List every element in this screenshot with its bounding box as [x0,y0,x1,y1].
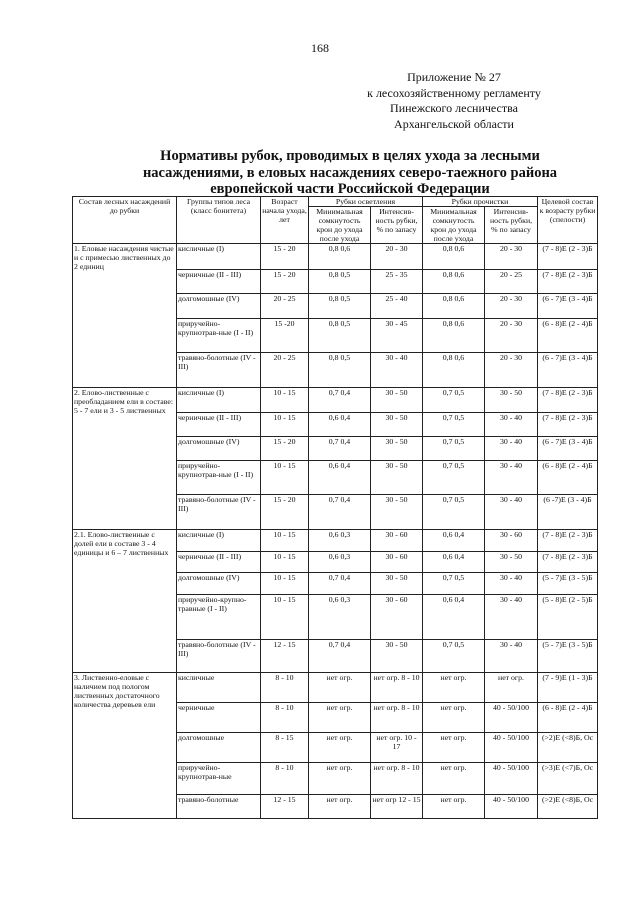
thinning-density-cell: 0,8 0,6 [423,294,485,319]
clearing-density-cell: нет огр. [309,795,371,819]
header-age: Возраст начала ухода, лет [261,197,309,244]
table-header [73,197,598,244]
forest-type-cell: долгомошные (IV) [177,437,261,461]
age-cell: 10 - 15 [261,461,309,495]
clearing-intensity-cell: 30 - 60 [371,552,423,573]
clearing-density-cell: 0,7 0,4 [309,573,371,595]
target-cell: (7 - 8)Е (2 - 3)Б [538,552,598,573]
age-cell: 8 - 10 [261,703,309,733]
target-cell: (7 - 9)Е (1 - 3)Б [538,673,598,703]
forest-type-cell: кисличные (I) [177,244,261,270]
forest-type-cell: черничные [177,703,261,733]
thinning-intensity-cell: 30 - 40 [485,413,538,437]
table-row [73,244,598,270]
clearing-density-cell: нет огр. [309,673,371,703]
age-cell: 10 - 15 [261,552,309,573]
page-number: 168 [311,41,329,55]
forest-type-cell: травяно-болотные (IV - III) [177,640,261,673]
table-row [73,530,598,552]
group-cell: 1. Еловые насаждения чистые и с примесью лиственных до 2 единиц [73,244,177,388]
clearing-intensity-cell: 30 - 50 [371,640,423,673]
age-cell: 10 - 15 [261,413,309,437]
target-cell: (6 - 7)Е (3 - 4)Б [538,353,598,388]
thinning-density-cell: 0,8 0,6 [423,353,485,388]
header-clearing-density: Минимальная сомкнутость крон до ухода после ухода [309,207,371,244]
target-cell: (6 - 8)Е (2 - 4)Б [538,461,598,495]
age-cell: 10 - 15 [261,595,309,640]
thinning-density-cell: 0,6 0,4 [423,552,485,573]
clearing-intensity-cell: нет огр. 8 - 10 [371,763,423,795]
thinning-intensity-cell: 40 - 50/100 [485,733,538,763]
title-line: европейской части Российской Федерации [210,181,490,197]
age-cell: 20 - 25 [261,353,309,388]
norms-table [72,196,598,819]
clearing-intensity-cell: 30 - 60 [371,595,423,640]
clearing-density-cell: 0,8 0,5 [309,270,371,294]
age-cell: 10 - 15 [261,573,309,595]
appendix-line: Приложение № 27 [407,70,501,84]
clearing-density-cell: 0,8 0,5 [309,353,371,388]
target-cell: (6 - 7)Е (3 - 4)Б [538,437,598,461]
target-cell: (7 - 8)Е (2 - 3)Б [538,388,598,413]
target-cell: (6 - 7)Е (3 - 4)Б [538,294,598,319]
clearing-intensity-cell: 25 - 35 [371,270,423,294]
target-cell: (6 - 8)Е (2 - 4)Б [538,319,598,353]
forest-type-cell: кисличные (I) [177,530,261,552]
header-forest-groups: Группы типов леса (класс бонитета) [177,197,261,244]
appendix-note [340,70,568,132]
clearing-density-cell: 0,7 0,4 [309,495,371,530]
clearing-intensity-cell: 30 - 50 [371,461,423,495]
forest-type-cell: травяно-болотные (IV - III) [177,353,261,388]
target-cell: (6 - 8)Е (2 - 4)Б [538,703,598,733]
forest-type-cell: черничные (II - III) [177,552,261,573]
thinning-intensity-cell: 30 - 40 [485,495,538,530]
clearing-density-cell: нет огр. [309,733,371,763]
age-cell: 15 - 20 [261,270,309,294]
thinning-intensity-cell: 20 - 30 [485,244,538,270]
clearing-density-cell: 0,8 0,6 [309,244,371,270]
thinning-intensity-cell: 30 - 50 [485,552,538,573]
document-title [120,148,580,198]
age-cell: 15 - 20 [261,495,309,530]
thinning-density-cell: 0,7 0,5 [423,437,485,461]
thinning-density-cell: 0,7 0,5 [423,461,485,495]
header-thinning-density: Минимальная сомкнутость крон до ухода после ухода [423,207,485,244]
target-cell: (7 - 8)Е (2 - 3)Б [538,413,598,437]
forest-type-cell: травяно-болотные (IV - III) [177,495,261,530]
forest-type-cell: долгомошные (IV) [177,573,261,595]
target-cell: (7 - 8)Е (2 - 3)Б [538,530,598,552]
group-cell: 2. Елово-лиственные с преобладанием ели в составе: 5 - 7 ели и 3 - 5 лиственных [73,388,177,530]
clearing-density-cell: 0,6 0,3 [309,552,371,573]
thinning-density-cell: нет огр. [423,673,485,703]
thinning-intensity-cell: 30 - 40 [485,595,538,640]
thinning-intensity-cell: 20 - 30 [485,353,538,388]
thinning-density-cell: нет огр. [423,703,485,733]
thinning-intensity-cell: 40 - 50/100 [485,763,538,795]
age-cell: 8 - 10 [261,763,309,795]
thinning-density-cell: 0,8 0,6 [423,244,485,270]
age-cell: 15 - 20 [261,244,309,270]
clearing-density-cell: 0,6 0,3 [309,530,371,552]
clearing-intensity-cell: 30 - 50 [371,388,423,413]
target-cell: (>2)Е (<8)Б, Ос [538,795,598,819]
forest-type-cell: черничные (II - III) [177,270,261,294]
age-cell: 8 - 15 [261,733,309,763]
target-cell: (7 - 8)Е (2 - 3)Б [538,270,598,294]
thinning-intensity-cell: 40 - 50/100 [485,795,538,819]
thinning-density-cell: 0,8 0,6 [423,270,485,294]
clearing-intensity-cell: 20 - 30 [371,244,423,270]
clearing-density-cell: 0,6 0,4 [309,413,371,437]
clearing-intensity-cell: 25 - 40 [371,294,423,319]
thinning-density-cell: 0,7 0,5 [423,495,485,530]
thinning-intensity-cell: 30 - 40 [485,461,538,495]
clearing-intensity-cell: 30 - 45 [371,319,423,353]
thinning-intensity-cell: 20 - 30 [485,319,538,353]
target-cell: (>3)Е (<7)Б, Ос [538,763,598,795]
clearing-intensity-cell: 30 - 50 [371,495,423,530]
header-thinning: Рубки прочистки [423,197,538,207]
forest-type-cell: кисличные [177,673,261,703]
group-cell: 3. Лиственно-еловые с наличием под пологом лиственных достаточного количества деревьев ели [73,673,177,819]
table-row [73,673,598,703]
target-cell: (5 - 8)Е (2 - 5)Б [538,595,598,640]
appendix-line: к лесохозяйственному регламенту [367,85,541,100]
clearing-intensity-cell: нет огр. 10 - 17 [371,733,423,763]
header-thinning-intensity: Интенсив-ность рубки, % по запасу [485,207,538,244]
target-cell: (>2)Е (<8)Б, Ос [538,733,598,763]
thinning-density-cell: 0,8 0,6 [423,319,485,353]
clearing-density-cell: 0,6 0,3 [309,595,371,640]
thinning-intensity-cell: 20 - 30 [485,294,538,319]
forest-type-cell: приручейно-крупнотрав-ные [177,763,261,795]
age-cell: 10 - 15 [261,530,309,552]
thinning-density-cell: 0,6 0,4 [423,595,485,640]
target-cell: (6 -7)Е (3 - 4)Б [538,495,598,530]
thinning-density-cell: нет огр. [423,763,485,795]
clearing-intensity-cell: 30 - 50 [371,413,423,437]
thinning-intensity-cell: нет огр. [485,673,538,703]
clearing-intensity-cell: 30 - 50 [371,573,423,595]
thinning-density-cell: 0,7 0,5 [423,413,485,437]
target-cell: (5 - 7)Е (3 - 5)Б [538,573,598,595]
forest-type-cell: черничные (II - III) [177,413,261,437]
thinning-density-cell: 0,7 0,5 [423,573,485,595]
clearing-intensity-cell: нет огр. 8 - 10 [371,673,423,703]
thinning-density-cell: нет огр. [423,733,485,763]
clearing-intensity-cell: 30 - 40 [371,353,423,388]
age-cell: 12 - 15 [261,640,309,673]
clearing-density-cell: 0,8 0,5 [309,319,371,353]
forest-type-cell: травяно-болотные [177,795,261,819]
appendix-line: Архангельской области [394,116,514,131]
title-line: насаждениями, в еловых насаждениях северо-таежного района [142,164,558,181]
age-cell: 15 -20 [261,319,309,353]
thinning-density-cell: нет огр. [423,795,485,819]
age-cell: 15 - 20 [261,437,309,461]
clearing-density-cell: 0,7 0,4 [309,640,371,673]
clearing-intensity-cell: нет огр 12 - 15 [371,795,423,819]
thinning-intensity-cell: 30 - 50 [485,388,538,413]
title-line: Нормативы рубок, проводимых в целях ухода за лесными [160,148,540,164]
forest-type-cell: приручейно-крупнотрав-ные (I - II) [177,319,261,353]
thinning-intensity-cell: 30 - 60 [485,530,538,552]
clearing-density-cell: 0,7 0,4 [309,388,371,413]
age-cell: 20 - 25 [261,294,309,319]
thinning-intensity-cell: 40 - 50/100 [485,703,538,733]
clearing-density-cell: 0,7 0,4 [309,437,371,461]
header-clearing: Рубки осветления [309,197,423,207]
forest-type-cell: приручейно-крупно-травные (I - II) [177,595,261,640]
thinning-intensity-cell: 30 - 40 [485,640,538,673]
thinning-density-cell: 0,7 0,5 [423,388,485,413]
clearing-density-cell: нет огр. [309,763,371,795]
clearing-density-cell: 0,8 0,5 [309,294,371,319]
thinning-density-cell: 0,6 0,4 [423,530,485,552]
clearing-density-cell: нет огр. [309,703,371,733]
forest-type-cell: приручейно-крупнотрав-ные (I - II) [177,461,261,495]
table-body [73,244,598,819]
thinning-intensity-cell: 20 - 25 [485,270,538,294]
clearing-density-cell: 0,6 0,4 [309,461,371,495]
clearing-intensity-cell: 30 - 50 [371,437,423,461]
target-cell: (5 - 7)Е (3 - 5)Б [538,640,598,673]
thinning-intensity-cell: 30 - 40 [485,437,538,461]
clearing-intensity-cell: 30 - 60 [371,530,423,552]
age-cell: 10 - 15 [261,388,309,413]
appendix-line: Пинежского лесничества [390,101,518,115]
forest-type-cell: кисличные (I) [177,388,261,413]
age-cell: 12 - 15 [261,795,309,819]
group-cell: 2.1. Елово-лиственные с долей ели в составе 3 - 4 единицы и 6 – 7 лиственных [73,530,177,673]
age-cell: 8 - 10 [261,673,309,703]
target-cell: (7 - 8)Е (2 - 3)Б [538,244,598,270]
header-composition: Состав лесных насаждений до рубки [73,197,177,244]
forest-type-cell: долгомошные [177,733,261,763]
thinning-density-cell: 0,7 0,5 [423,640,485,673]
table-row [73,388,598,413]
clearing-intensity-cell: нет огр. 8 - 10 [371,703,423,733]
forest-type-cell: долгомошные (IV) [177,294,261,319]
thinning-intensity-cell: 30 - 40 [485,573,538,595]
header-target: Целевой состав к возрасту рубки (спелости) [538,197,598,244]
header-clearing-intensity: Интенсив-ность рубки, % по запасу [371,207,423,244]
